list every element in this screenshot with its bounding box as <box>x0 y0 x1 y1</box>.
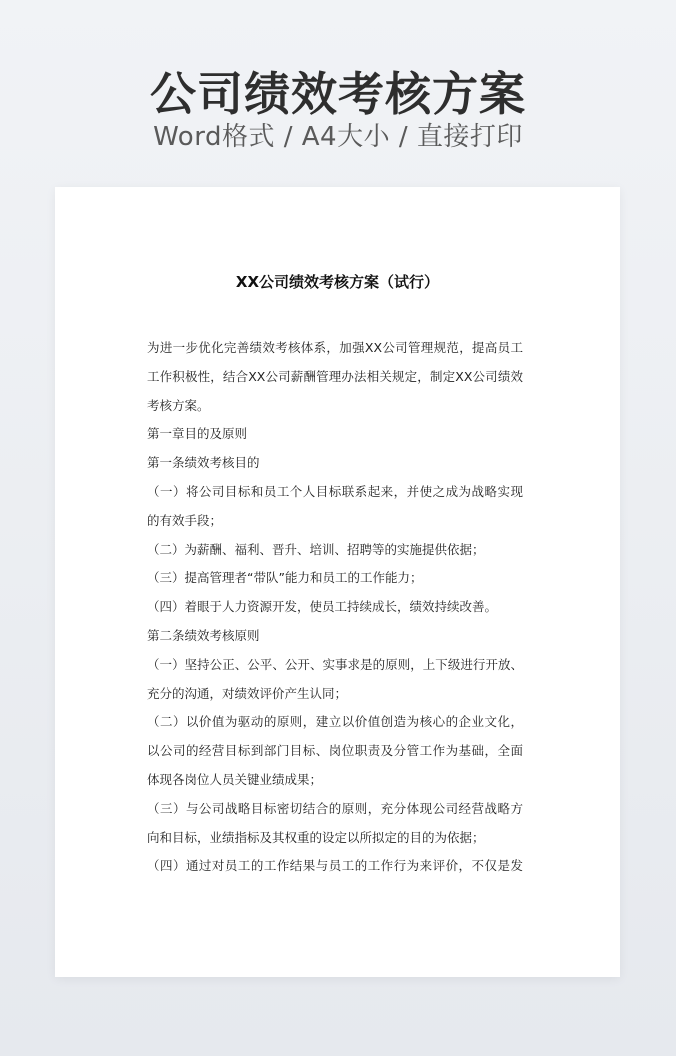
paragraph-line: （四）着眼于人力资源开发，使员工持续成长，绩效持续改善。 <box>147 599 498 615</box>
chapter-heading: 第一章目的及原则 <box>147 426 248 442</box>
document-title: XX公司绩效考核方案（试行） <box>235 273 440 291</box>
paragraph-line: 为进一步优化完善绩效考核体系，加强XX公司管理规范，提高员工 <box>147 340 523 355</box>
paragraph-line: 体现各岗位人员关键业绩成果； <box>147 771 323 787</box>
banner-title: 公司绩效考核方案 <box>150 67 526 121</box>
document-body <box>147 334 523 881</box>
paragraph-line: 以公司的经营目标到部门目标、岗位职责及分管工作为基础，全面 <box>147 743 523 759</box>
paragraph-line: 工作积极性，结合XX公司薪酬管理办法相关规定，制定XX公司绩效 <box>147 368 523 384</box>
paragraph-line: （三）提高管理者“带队”能力和员工的工作能力； <box>147 570 423 586</box>
paragraph-line: （三）与公司战略目标密切结合的原则，充分体现公司经营战略方 <box>147 800 523 816</box>
paragraph-line: 充分的沟通，对绩效评价产生认同； <box>147 685 348 701</box>
paragraph-line: （一）将公司目标和员工个人目标联系起来，并使之成为战略实现 <box>147 483 523 499</box>
paragraph-line: 向和目标，业绩指标及其权重的设定以所拟定的目的为依据； <box>147 829 485 845</box>
paragraph-line: 的有效手段； <box>147 512 223 528</box>
paragraph-line: （二）以价值为驱动的原则，建立以价值创造为核心的企业文化， <box>147 714 523 730</box>
document-page <box>55 187 620 977</box>
paragraph-line: （二）为薪酬、福利、晋升、培训、招聘等的实施提供依据； <box>147 541 485 557</box>
paragraph-line: 考核方案。 <box>147 397 210 413</box>
article-heading: 第二条绩效考核原则 <box>147 627 260 643</box>
banner-subtitle: Word格式 / A4大小 / 直接打印 <box>153 122 523 152</box>
article-heading: 第一条绩效考核目的 <box>147 455 260 471</box>
paragraph-line: （四）通过对员工的工作结果与员工的工作行为来评价，不仅是发 <box>147 858 523 874</box>
paragraph-line: （一）坚持公正、公平、公开、实事求是的原则，上下级进行开放、 <box>147 656 523 672</box>
